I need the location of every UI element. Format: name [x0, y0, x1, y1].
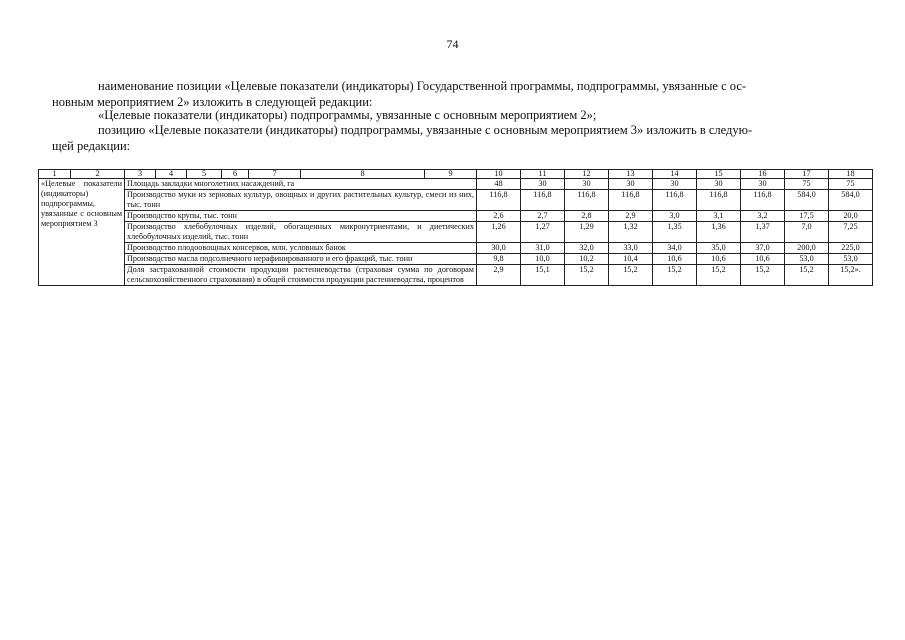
indicator-label-cell: Доля застрахованной стоимости продукции растениеводства (страховая сумма по договорам сельскохозяйственного страхования) в общей стоимости продукции растениеводства, процентов — [125, 265, 477, 286]
value-cell-col-10: 30,0 — [477, 243, 521, 254]
header-cell-9: 9 — [425, 170, 477, 179]
value-cell-col-12: 10,2 — [565, 254, 609, 265]
value-cell-col-12: 15,2 — [565, 265, 609, 286]
header-cell-3: 3 — [125, 170, 156, 179]
value-cell-col-16: 1,37 — [741, 222, 785, 243]
value-cell-col-18: 20,0 — [829, 211, 873, 222]
table-row — [39, 243, 873, 254]
value-cell-col-17: 75 — [785, 179, 829, 190]
header-cell-5: 5 — [187, 170, 222, 179]
value-cell-col-13: 116,8 — [609, 190, 653, 211]
value-cell-col-14: 30 — [653, 179, 697, 190]
header-cell-7: 7 — [249, 170, 301, 179]
indicator-label-cell: Производство хлебобулочных изделий, обогащенных микронутриентами, и диетических хлебобулочных изделий, тыс. тонн — [125, 222, 477, 243]
value-cell-col-13: 30 — [609, 179, 653, 190]
header-cell-2: 2 — [71, 170, 125, 179]
header-cell-18: 18 — [829, 170, 873, 179]
page-number: 74 — [446, 37, 459, 51]
header-cell-10: 10 — [477, 170, 521, 179]
indicator-label-cell: Производство муки из зерновых культур, овощных и других растительных культур, смеси из них, тыс. тонн — [125, 190, 477, 211]
paragraph-2 — [98, 107, 846, 123]
value-cell-col-17: 53,0 — [785, 254, 829, 265]
value-cell-col-11: 10,0 — [521, 254, 565, 265]
paragraph-3-line-1: позицию «Целевые показатели (индикаторы) подпрограммы, увязанные с основным мероприятием 3» изложить в следую- — [98, 123, 753, 137]
header-cell-16: 16 — [741, 170, 785, 179]
paragraph-1 — [52, 78, 846, 110]
value-cell-col-10: 2,9 — [477, 265, 521, 286]
value-cell-col-11: 15,1 — [521, 265, 565, 286]
value-cell-col-17: 15,2 — [785, 265, 829, 286]
header-cell-1: 1 — [39, 170, 71, 179]
group-label-cell: «Целевые показатели (индикаторы) подпрограммы, увязанные с основным мероприятием 3 — [39, 179, 125, 286]
value-cell-col-12: 1,29 — [565, 222, 609, 243]
header-cell-13: 13 — [609, 170, 653, 179]
value-cell-col-10: 48 — [477, 179, 521, 190]
indicator-label-cell: Производство масла подсолнечного нерафинированного и его фракций, тыс. тонн — [125, 254, 477, 265]
value-cell-col-13: 33,0 — [609, 243, 653, 254]
value-cell-col-18: 7,25 — [829, 222, 873, 243]
value-cell-col-10: 1,26 — [477, 222, 521, 243]
table-row — [39, 254, 873, 265]
value-cell-col-14: 15,2 — [653, 265, 697, 286]
value-cell-col-13: 15,2 — [609, 265, 653, 286]
value-cell-col-12: 30 — [565, 179, 609, 190]
indicator-label-cell: Площадь закладки многолетних насаждений, га — [125, 179, 477, 190]
value-cell-col-15: 30 — [697, 179, 741, 190]
value-cell-col-16: 116,8 — [741, 190, 785, 211]
header-cell-17: 17 — [785, 170, 829, 179]
value-cell-col-11: 116,8 — [521, 190, 565, 211]
indicators-table — [38, 169, 873, 286]
header-cell-4: 4 — [156, 170, 187, 179]
header-cell-6: 6 — [222, 170, 249, 179]
header-cell-12: 12 — [565, 170, 609, 179]
value-cell-col-15: 116,8 — [697, 190, 741, 211]
value-cell-col-14: 3,0 — [653, 211, 697, 222]
value-cell-col-18: 225,0 — [829, 243, 873, 254]
value-cell-col-11: 1,27 — [521, 222, 565, 243]
value-cell-col-14: 1,35 — [653, 222, 697, 243]
paragraph-3-line-2: щей редакции: — [52, 139, 131, 153]
value-cell-col-11: 31,0 — [521, 243, 565, 254]
value-cell-col-18: 53,0 — [829, 254, 873, 265]
value-cell-col-17: 584,0 — [785, 190, 829, 211]
value-cell-col-14: 116,8 — [653, 190, 697, 211]
value-cell-col-15: 15,2 — [697, 265, 741, 286]
value-cell-col-18: 75 — [829, 179, 873, 190]
value-cell-col-15: 35,0 — [697, 243, 741, 254]
table-row — [39, 265, 873, 286]
value-cell-col-11: 30 — [521, 179, 565, 190]
value-cell-col-17: 17,5 — [785, 211, 829, 222]
value-cell-col-15: 10,6 — [697, 254, 741, 265]
paragraph-3 — [52, 122, 846, 154]
header-cell-11: 11 — [521, 170, 565, 179]
value-cell-col-16: 30 — [741, 179, 785, 190]
value-cell-col-17: 200,0 — [785, 243, 829, 254]
value-cell-col-11: 2,7 — [521, 211, 565, 222]
value-cell-col-12: 2,8 — [565, 211, 609, 222]
paragraph-1-line-1: наименование позиции «Целевые показатели (индикаторы) Государственной программы, подпрограммы, увязанные с ос- — [98, 79, 747, 93]
table-row — [39, 179, 873, 190]
header-cell-15: 15 — [697, 170, 741, 179]
value-cell-col-17: 7,0 — [785, 222, 829, 243]
value-cell-col-13: 10,4 — [609, 254, 653, 265]
value-cell-col-18: 15,2». — [829, 265, 873, 286]
value-cell-col-18: 584,0 — [829, 190, 873, 211]
value-cell-col-16: 3,2 — [741, 211, 785, 222]
value-cell-col-10: 116,8 — [477, 190, 521, 211]
table-header-row — [39, 170, 873, 179]
value-cell-col-10: 9,8 — [477, 254, 521, 265]
value-cell-col-14: 34,0 — [653, 243, 697, 254]
value-cell-col-15: 3,1 — [697, 211, 741, 222]
value-cell-col-15: 1,36 — [697, 222, 741, 243]
value-cell-col-16: 37,0 — [741, 243, 785, 254]
table-row — [39, 222, 873, 243]
paragraph-1-line-2: новным мероприятием 2» изложить в следующей редакции: — [52, 95, 373, 109]
paragraph-2-text: «Целевые показатели (индикаторы) подпрограммы, увязанные с основным мероприятием 2»; — [98, 108, 597, 122]
header-cell-8: 8 — [301, 170, 425, 179]
table-row — [39, 211, 873, 222]
value-cell-col-13: 1,32 — [609, 222, 653, 243]
table-row — [39, 190, 873, 211]
value-cell-col-14: 10,6 — [653, 254, 697, 265]
value-cell-col-16: 15,2 — [741, 265, 785, 286]
indicator-label-cell: Производство плодоовощных консервов, млн. условных банок — [125, 243, 477, 254]
value-cell-col-12: 116,8 — [565, 190, 609, 211]
value-cell-col-10: 2,6 — [477, 211, 521, 222]
value-cell-col-16: 10,6 — [741, 254, 785, 265]
value-cell-col-12: 32,0 — [565, 243, 609, 254]
header-cell-14: 14 — [653, 170, 697, 179]
value-cell-col-13: 2,9 — [609, 211, 653, 222]
indicator-label-cell: Производство крупы, тыс. тонн — [125, 211, 477, 222]
